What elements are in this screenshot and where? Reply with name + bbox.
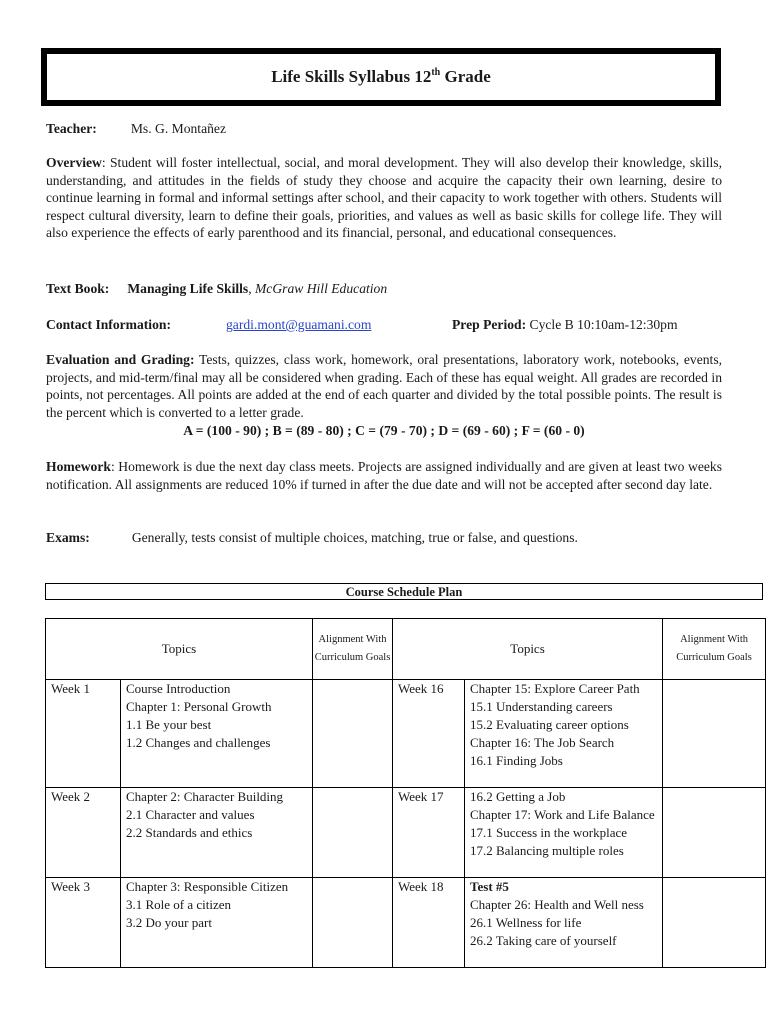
topic-line: Chapter 17: Work and Life Balance xyxy=(470,807,655,822)
topic-line: 3.1 Role of a citizen xyxy=(126,897,232,912)
overview-label: Overview xyxy=(46,155,102,170)
topics-header-left: Topics xyxy=(46,619,313,680)
schedule-header-row xyxy=(46,619,766,680)
textbook-line: Text Book: Managing Life Skills, McGraw Hill Education xyxy=(46,281,388,296)
topic-line: 26.2 Taking care of yourself xyxy=(470,933,617,948)
teacher-label: Teacher: xyxy=(46,121,97,136)
topic-line: 26.1 Wellness for life xyxy=(470,915,582,930)
grade-scale: A = (100 - 90) ; B = (89 - 80) ; C = (79 - 70) ; D = (69 - 60) ; F = (60 - 0) xyxy=(183,423,585,438)
alignment-cell xyxy=(663,878,766,968)
week-cell: Week 17 xyxy=(393,788,465,878)
title-box xyxy=(41,48,721,106)
topic-line: 3.2 Do your part xyxy=(126,915,212,930)
topic-line: 1.1 Be your best xyxy=(126,717,212,732)
contact-line xyxy=(46,316,722,334)
contact-email-link[interactable]: gardi.mont@guamani.com xyxy=(226,317,372,332)
topic-line: Chapter 2: Character Building xyxy=(126,789,284,804)
topic-line: 1.2 Changes and challenges xyxy=(126,735,271,750)
textbook-label: Text Book: xyxy=(46,281,110,296)
topic-line: 15.2 Evaluating career options xyxy=(470,717,629,732)
topic-line: Chapter 15: Explore Career Path xyxy=(470,681,640,696)
topics-cell xyxy=(121,878,313,968)
prep-period-value: Cycle B 10:10am-12:30pm xyxy=(529,317,678,332)
textbook-publisher: McGraw Hill Education xyxy=(254,281,388,296)
schedule-table xyxy=(45,618,766,968)
overview-paragraph xyxy=(46,154,722,242)
alignment-cell xyxy=(313,878,393,968)
homework-label: Homework xyxy=(46,459,111,474)
week-cell: Week 2 xyxy=(46,788,121,878)
overview-text: : Student will foster intellectual, social, and moral development. They will also develop their knowledge, skills, understanding, and attitudes in the fields of study they choose and acquire the capacity their own learning, desire to continue learning in formal and informal settings after school, and their capacity to work together with others. Students will respect cultural diversity, learn to define their goals, priorities, and values as well as basic skills for college life. They will also experience the effects of early parenthood and its financial, personal, and educational consequences. xyxy=(46,155,722,241)
week-cell: Week 16 xyxy=(393,680,465,788)
exams-label: Exams: xyxy=(46,530,90,545)
topics-cell xyxy=(465,788,663,878)
topic-line: Chapter 26: Health and Well ness xyxy=(470,897,644,912)
test-label: Test #5 xyxy=(470,879,509,894)
topic-line: 16.1 Finding Jobs xyxy=(470,753,563,768)
topic-line: Chapter 1: Personal Growth xyxy=(126,699,272,714)
alignment-header-right: Alignment With Curriculum Goals xyxy=(663,619,766,680)
exams-text: Generally, tests consist of multiple choices, matching, true or false, and questions. xyxy=(131,530,578,545)
topic-line: 17.1 Success in the workplace xyxy=(470,825,628,840)
topic-line: 2.2 Standards and ethics xyxy=(126,825,253,840)
alignment-cell xyxy=(313,680,393,788)
topic-line: Chapter 16: The Job Search xyxy=(470,735,615,750)
teacher-line xyxy=(46,120,722,138)
homework-text: : Homework is due the next day class meets. Projects are assigned individually and are given at least two weeks notification. All assignments are reduced 10% if turned in after the due date and will not be accepted after second day late. xyxy=(46,459,722,492)
prep-period-label: Prep Period: xyxy=(452,317,527,332)
topics-cell xyxy=(121,680,313,788)
evaluation-label: Evaluation and Grading: xyxy=(46,352,195,367)
alignment-cell xyxy=(663,680,766,788)
homework-paragraph xyxy=(46,458,722,493)
topics-header-right: Topics xyxy=(393,619,663,680)
table-row xyxy=(46,680,766,788)
evaluation-text: Tests, quizzes, class work, homework, oral presentations, laboratory work, notebooks, events, projects, and mid-term/final may all be considered when grading. Each of these has equal weight. All grades are recorded in points, not percentages. All points are added at the end of each quarter and divided by the total possible points. The result is the percent which is converted to a letter grade. xyxy=(46,352,723,420)
alignment-header-left: Alignment With Curriculum Goals xyxy=(313,619,393,680)
topics-cell xyxy=(121,788,313,878)
evaluation-paragraph xyxy=(46,351,722,421)
teacher-name: Ms. G. Montañez xyxy=(130,121,226,136)
textbook-title: Managing Life Skills xyxy=(127,281,249,296)
topic-line: 17.2 Balancing multiple roles xyxy=(470,843,624,858)
alignment-cell xyxy=(663,788,766,878)
topic-line: 16.2 Getting a Job xyxy=(470,789,566,804)
page-title: Life Skills Syllabus 12th Grade xyxy=(271,67,491,86)
table-row xyxy=(46,878,766,968)
week-cell: Week 1 xyxy=(46,680,121,788)
week-cell: Week 3 xyxy=(46,878,121,968)
topic-line: Chapter 3: Responsible Citizen xyxy=(126,879,289,894)
week-cell: Week 18 xyxy=(393,878,465,968)
schedule-title: Course Schedule Plan xyxy=(45,583,763,600)
topics-cell xyxy=(465,680,663,788)
alignment-cell xyxy=(313,788,393,878)
table-row xyxy=(46,788,766,878)
contact-label: Contact Information: xyxy=(46,317,171,332)
topics-cell xyxy=(465,878,663,968)
topic-line: 15.1 Understanding careers xyxy=(470,699,613,714)
exams-line xyxy=(46,529,722,547)
topic-line: Course Introduction xyxy=(126,681,231,696)
topic-line: 2.1 Character and values xyxy=(126,807,255,822)
